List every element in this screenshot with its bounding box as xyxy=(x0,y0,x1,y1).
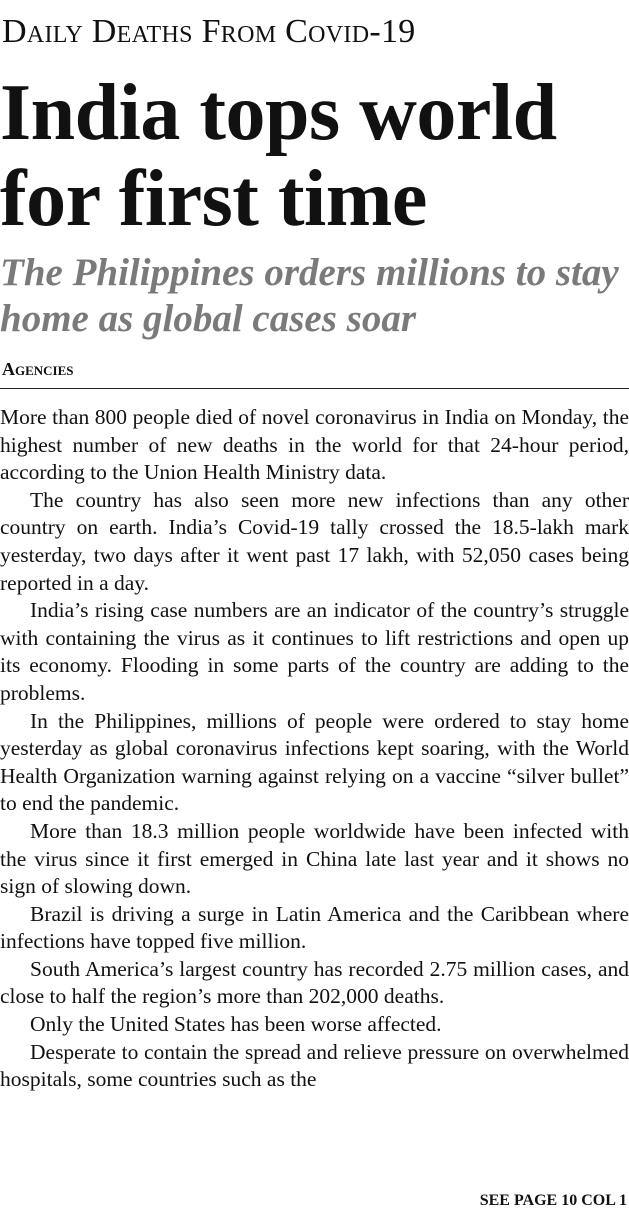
paragraph: More than 800 people died of novel coronavirus in India on Monday, the highest number of new deaths in the world for that 24-hour period, according to the Union Health Ministry data. xyxy=(0,405,629,485)
paragraph: India’s rising case numbers are an indicator of the country’s struggle with containing the virus as it continues to lift restrictions and open up its economy. Flooding in some parts of the country are adding to the problems. xyxy=(0,598,629,705)
subheadline: The Philippines orders millions to stay home as global cases soar xyxy=(0,251,619,340)
paragraph: In the Philippines, millions of people were ordered to stay home yesterday as global coronavirus infections kept soaring, with the World Health Organization warning against relying on a vaccine “silver bullet” to end the pandemic. xyxy=(0,708,629,816)
paragraph: Desperate to contain the spread and relieve pressure on overwhelmed hospitals, some countries such as the xyxy=(0,1039,629,1092)
continuation-note: SEE PAGE 10 COL 1 xyxy=(479,1192,627,1209)
paragraph: South America’s largest country has recorded 2.75 million cases, and close to half the region’s more than 202,000 deaths. xyxy=(0,956,629,1009)
article-body xyxy=(0,404,629,1094)
paragraph: Only the United States has been worse affected. xyxy=(30,1012,442,1037)
paragraph: The country has also seen more new infections than any other country on earth. India’s Covid-19 tally crossed the 18.5-lakh mark yesterday, two days after it went past 17 lakh, with 52,050 cases being reported in a day. xyxy=(0,487,629,595)
headline: India tops world for first time xyxy=(0,69,557,243)
byline: Agencies xyxy=(2,359,74,379)
paragraph: More than 18.3 million people worldwide have been infected with the virus since it first emerged in China late last year and it shows no sign of slowing down. xyxy=(0,818,629,899)
paragraph: Brazil is driving a surge in Latin America and the Caribbean where infections have topped five million. xyxy=(0,901,629,954)
divider xyxy=(0,388,629,389)
kicker: Daily Deaths From Covid-19 xyxy=(2,13,416,50)
